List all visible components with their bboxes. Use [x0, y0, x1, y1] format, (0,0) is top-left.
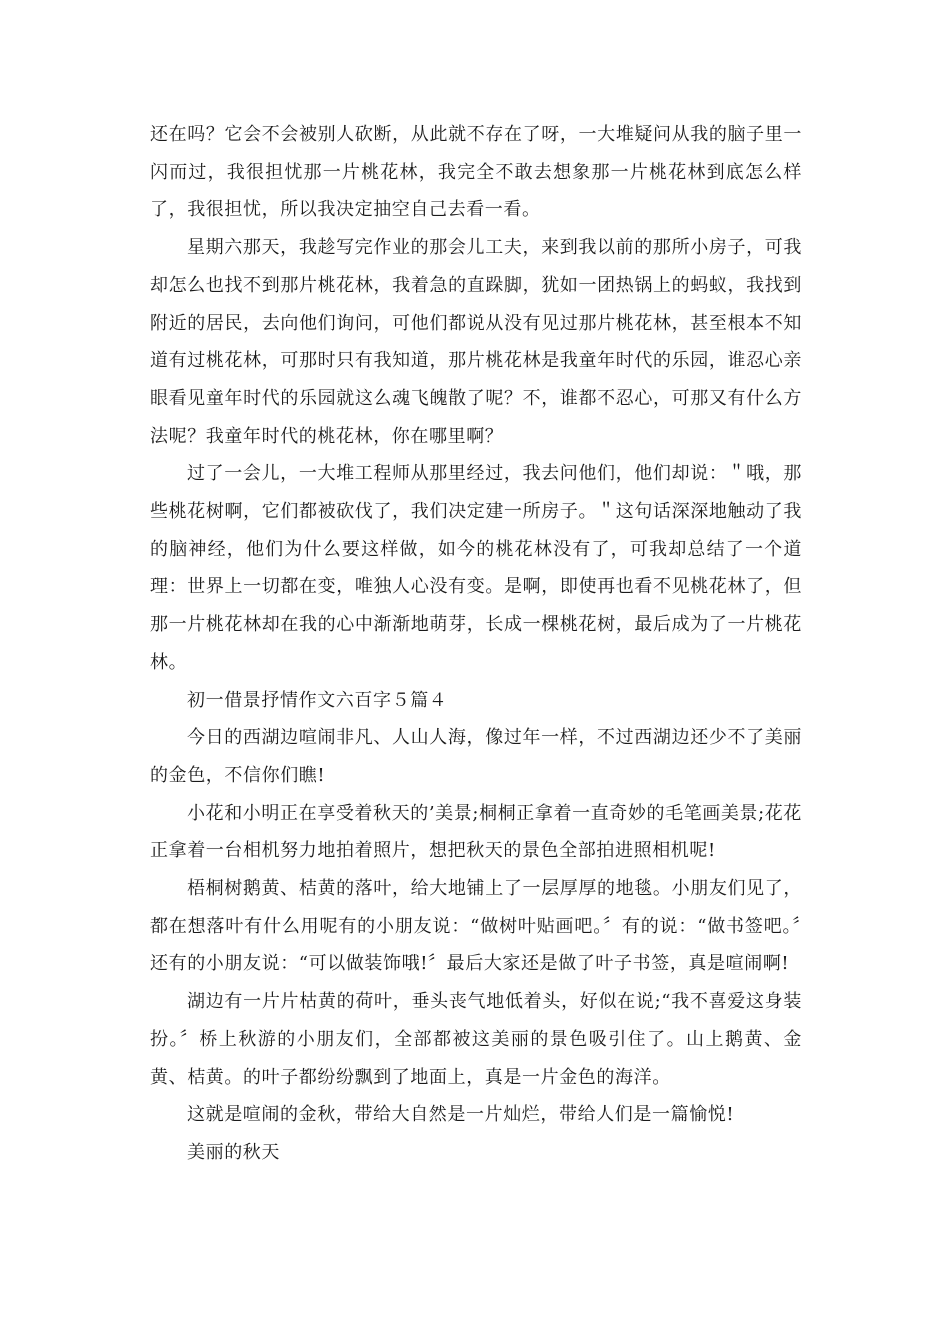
- paragraph-west-lake: 今日的西湖边喧闹非凡、人山人海，像过年一样，不过西湖边还少不了美丽的金色，不信你们瞧!: [150, 727, 802, 786]
- paragraph-lotus: 湖边有一片片枯黄的荷叶，垂头丧气地低着头，好似在说;“我不喜爱这身装扮。〞桥上秋游的小朋友们，全部都被这美丽的景色吸引住了。山上鹅黄、金黄、桔黄。的叶子都纷纷飘到了地面上，真是一片金色的海洋。: [150, 991, 802, 1088]
- paragraph-engineers: 过了一会儿，一大堆工程师从那里经过，我去问他们，他们却说：＂哦，那些桃花树啊，它们都被砍伐了，我们决定建一所房子。＂这句话深深地触动了我的脑神经，他们为什么要这样做，如今的桃花林没有了，可我却总结了一个道理：世界上一切都在变，唯独人心没有变。是啊，即使再也看不见桃花林了，但那一片桃花林却在我的心中渐渐地萌芽，长成一棵桃花树，最后成为了一片桃花林。: [150, 463, 802, 673]
- next-title: 美丽的秋天: [187, 1141, 280, 1163]
- document-page: [150, 116, 802, 1172]
- paragraph-saturday: 星期六那天，我趁写完作业的那会儿工夫，来到我以前的那所小房子，可我却怎么也找不到那片桃花林，我着急的直跺脚，犹如一团热锅上的蚂蚁，我找到附近的居民，去向他们询问，可他们都说从没有见过那片桃花林，甚至根本不知道有过桃花林，可那时只有我知道，那片桃花林是我童年时代的乐园，谁忍心亲眼看见童年时代的乐园就这么魂飞魄散了呢？不，谁都不忍心，可那又有什么方法呢？我童年时代的桃花林，你在哪里啊？: [150, 237, 802, 447]
- paragraph-continuation: 还在吗？它会不会被别人砍断，从此就不存在了呀，一大堆疑问从我的脑子里一闪而过，我很担忧那一片桃花林，我完全不敢去想象那一片桃花林到底怎么样了，我很担忧，所以我决定抽空自己去看一看。: [150, 124, 802, 221]
- section-heading: 初一借景抒情作文六百字５篇４: [187, 689, 448, 711]
- paragraph-conclusion: 这就是喧闹的金秋，带给大自然是一片灿烂，带给人们是一篇愉悦!: [187, 1104, 735, 1126]
- paragraph-autumn-scenery: 小花和小明正在享受着秋天的’美景;桐桐正拿着一直奇妙的毛笔画美景;花花正拿着一台相机努力地拍着照片，想把秋天的景色全部拍进照相机呢!: [150, 802, 802, 862]
- paragraph-leaves: 梧桐树鹅黄、桔黄的落叶，给大地铺上了一层厚厚的地毯。小朋友们见了，都在想落叶有什么用呢有的小朋友说：“做树叶贴画吧。〞有的说：“做书签吧。〞还有的小朋友说：“可以做装饰哦!〞最后大家还是做了叶子书签，真是喧闹啊!: [150, 878, 802, 975]
